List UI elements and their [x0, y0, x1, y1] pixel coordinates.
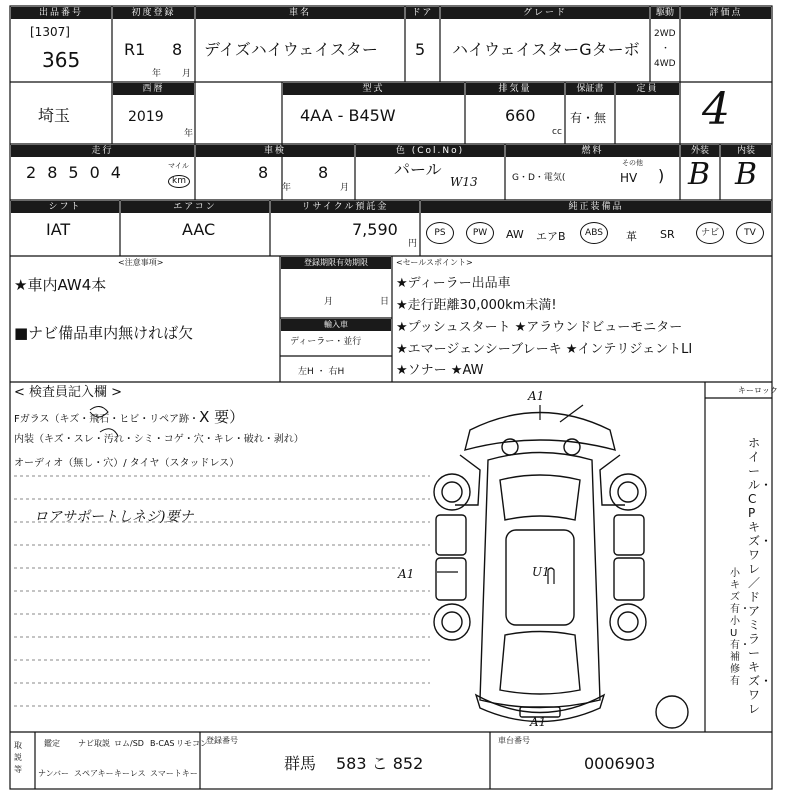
- import-dealer: ディーラー・並行: [290, 337, 362, 347]
- car-name: デイズハイウェイスター: [204, 40, 378, 59]
- sales-points-header: <セールスポイント>: [396, 258, 473, 267]
- inspector-notes-title: < 検査員記入欄 >: [14, 385, 123, 400]
- inspection-month-suffix: 月: [340, 183, 350, 193]
- fuel-header: 燃料: [506, 145, 679, 157]
- damage-mark-left: A1: [398, 567, 415, 581]
- sales-point-1: ★ディーラー出品車: [396, 276, 511, 291]
- footer-side-label: 取説等: [14, 741, 22, 774]
- notes-line-2: ■ナビ備品車内無ければ欠: [14, 324, 194, 342]
- mileage-digit: 4: [110, 163, 132, 182]
- year-value: 2019: [128, 109, 164, 125]
- inspector-audio: オーディオ（無し・穴）/ タイヤ（スタッドレス）: [14, 458, 240, 469]
- side-legend: ホイール・CPキズ・ワレ／ドアミラーキズ・ワレ: [748, 436, 773, 716]
- mileage-digit: 8: [47, 163, 69, 182]
- reg-place: 群馬: [284, 754, 317, 773]
- drive-4wd: 4WD: [654, 59, 676, 69]
- sales-point-2: ★走行距離30,000km未満!: [396, 298, 557, 313]
- capacity-header: 定員: [616, 83, 679, 95]
- footer-spare-key: スペアキー: [74, 769, 114, 778]
- inspector-glass: [14, 410, 244, 425]
- mileage-unit-miles: マイル: [168, 162, 189, 170]
- equipment-leather: 革: [626, 230, 637, 243]
- inspector-interior: 内装（キズ・スレ・汚れ・シミ・コゲ・穴・キレ・破れ・剥れ）: [14, 434, 304, 445]
- footer-number: ナンバー: [38, 769, 70, 778]
- grade: ハイウェイスターGターボ: [452, 40, 640, 59]
- key-lock-label: キーロック: [738, 386, 778, 395]
- equipment-pw: PW: [466, 222, 494, 244]
- exterior-grade: B: [688, 157, 711, 192]
- drive-dot: ・: [661, 44, 671, 54]
- displacement-unit: cc: [552, 127, 562, 137]
- drive-2wd: 2WD: [654, 29, 676, 39]
- recycle-yen: 円: [408, 239, 418, 249]
- recycle-header: リサイクル預託金: [271, 201, 419, 213]
- equipment-airbag: エアB: [536, 230, 566, 243]
- inspection-year: 8: [258, 163, 269, 182]
- lot-prefix: [1307]: [30, 25, 70, 39]
- inspector-glass-mark: X 要）: [199, 408, 245, 426]
- footer-remote: リモコン: [176, 739, 208, 748]
- lot-number-header: 出品番号: [11, 7, 111, 19]
- inspection-header: 車検: [196, 145, 354, 157]
- inspection-month: 8: [318, 163, 329, 182]
- mileage-header: 走行: [11, 145, 194, 157]
- fuel-other-value: HV: [620, 171, 638, 185]
- reg-expiry-day: 日: [380, 297, 390, 307]
- shift-header: シフト: [11, 201, 119, 213]
- first-reg-month: 8: [172, 40, 183, 59]
- aircon-value: AAC: [182, 220, 216, 239]
- color-value: パール: [394, 160, 442, 179]
- score-value: 4: [702, 84, 730, 135]
- import-steering: 左H ・ 右H: [298, 367, 345, 377]
- equipment-header: 純正装備品: [421, 201, 771, 213]
- mileage-digit: 0: [89, 163, 111, 182]
- score-header: 評価点: [681, 7, 771, 19]
- reg-expiry-month: 月: [324, 297, 334, 307]
- fuel-close: ): [658, 166, 665, 185]
- footer-bcas: B-CAS: [150, 739, 175, 748]
- equipment-aw: AW: [506, 228, 524, 241]
- doors: 5: [415, 40, 426, 59]
- first-reg-month-suffix: 月: [182, 69, 192, 79]
- footer-smart-key: スマートキー: [150, 769, 198, 778]
- chassis-number-label: 車台番号: [498, 736, 530, 745]
- car-name-header: 車名: [196, 7, 404, 19]
- displacement: 660: [505, 106, 536, 125]
- doors-header: ドア: [406, 7, 439, 19]
- equipment-tv: TV: [736, 222, 764, 244]
- reg-expiry-header: 登録期限有効期限: [281, 257, 391, 269]
- inspector-handwritten-note: ロアサポートしネジ)要ナ: [34, 509, 194, 525]
- fuel-other-label: その他: [622, 159, 643, 167]
- chassis-number: 0006903: [584, 754, 656, 773]
- first-reg-year-suffix: 年: [152, 69, 162, 79]
- equipment-ps: PS: [426, 222, 454, 244]
- region: 埼玉: [38, 106, 71, 125]
- model-type: 4AA - B45W: [300, 106, 396, 125]
- side-legend-2: 小キズ有・小U有・補修有: [730, 568, 750, 687]
- interior-grade: B: [735, 157, 758, 192]
- reg-number: 583 こ 852: [336, 754, 424, 773]
- notes-header: <注意事項>: [118, 258, 164, 267]
- sales-point-3: ★プッシュスタート ★アラウンドビューモニター: [396, 320, 683, 335]
- equipment-abs: ABS: [580, 222, 608, 244]
- damage-mark-rear: A1: [530, 715, 547, 729]
- recycle-fee: 7,590: [352, 220, 398, 239]
- equipment-navi: ナビ: [696, 222, 724, 244]
- fuel-options: G・D・電気(: [512, 173, 566, 183]
- footer-appraisal: 鑑定: [44, 739, 60, 748]
- import-header: 輸入車: [281, 319, 391, 331]
- inspector-glass-text: Fガラス（キズ・飛石・ヒビ・リペア跡・: [14, 414, 200, 425]
- model-type-header: 型式: [283, 83, 464, 95]
- year-header: 西暦: [113, 83, 194, 95]
- grade-header: グレード: [441, 7, 649, 19]
- footer-navi-manual: ナビ取説: [78, 739, 110, 748]
- first-registration-header: 初度登録: [113, 7, 194, 19]
- mileage-digit: 2: [26, 163, 48, 182]
- footer-keyless: キーレス: [114, 769, 146, 778]
- shift-value: IAT: [46, 220, 71, 239]
- mileage-digit: 5: [68, 163, 90, 182]
- exterior-header: 外装: [681, 145, 719, 157]
- lot-number: 365: [42, 48, 81, 72]
- mileage-digits: [26, 165, 132, 181]
- displacement-header: 排気量: [466, 83, 564, 95]
- first-reg-era: R1: [124, 40, 146, 59]
- notes-line-1: ★車内AW4本: [14, 276, 107, 294]
- mileage-unit-km: km: [168, 175, 190, 188]
- warranty-header: 保証書: [566, 83, 614, 95]
- color-code: W13: [450, 175, 478, 189]
- inspection-year-suffix: 年: [282, 183, 292, 193]
- drive-header: 駆動: [651, 7, 679, 19]
- equipment-sr: SR: [660, 228, 675, 241]
- sales-point-4: ★エマージェンシーブレーキ ★インテリジェントLI: [396, 342, 693, 357]
- sales-point-5: ★ソナー ★AW: [396, 363, 484, 378]
- damage-mark-front: A1: [528, 389, 545, 403]
- warranty-value: 有・無: [570, 111, 607, 125]
- damage-mark-roof: U1: [532, 565, 550, 579]
- footer-rom-sd: ロム/SD: [114, 739, 144, 748]
- year-suffix: 年: [184, 129, 194, 139]
- interior-header: 内装: [721, 145, 771, 157]
- aircon-header: エアコン: [121, 201, 269, 213]
- color-header: 色 (Col.No): [356, 145, 504, 157]
- reg-number-label: 登録番号: [206, 736, 238, 745]
